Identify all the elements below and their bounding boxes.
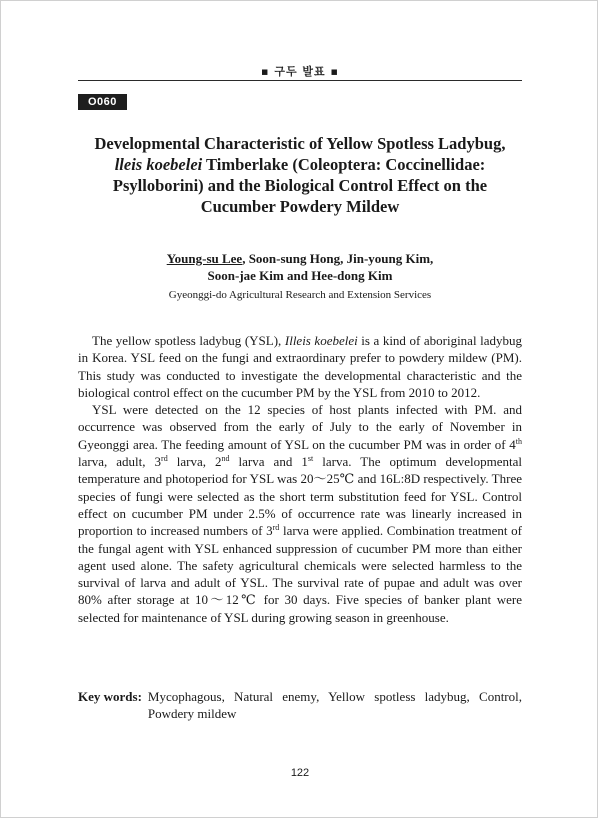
abstract-text: larva. The optimum developmental temperature and photoperiod for YSL was 20～25℃ and 16L:8D respectively. Three species of fungi were selected as the short term substitution feed for YSL. Control effect on cucumber PM under 2.5% of occurrence rate was linearly increased in proportion to increased numbers of 3 [78, 454, 522, 539]
paper-title [78, 133, 522, 217]
ordinal-suffix: st [307, 454, 314, 464]
affiliation: Gyeonggi-do Agricultural Research and Extension Services [168, 289, 432, 301]
abstract-text: The yellow spotless ladybug (YSL), [92, 333, 285, 348]
abstract [78, 332, 522, 626]
header-rule [78, 80, 522, 81]
co-authors-line-1: , Soon-sung Hong, Jin-young Kim, [242, 251, 434, 266]
section-header: ▪ 구두 발표 ▪ [261, 65, 339, 78]
title-line-4: Cucumber Powdery Mildew [200, 197, 400, 216]
ordinal-suffix: nd [221, 454, 230, 464]
abstract-text: larva, 2 [167, 454, 222, 470]
abstract-text: larva and 1 [229, 454, 308, 470]
presentation-code-badge: O060 [78, 94, 127, 110]
ordinal-suffix: rd [272, 523, 280, 533]
species-name: Illeis koebelei [284, 333, 358, 348]
page-number: 122 [290, 767, 310, 779]
title-line-3: Psylloborini) and the Biological Control Effect on the [112, 176, 488, 195]
abstract-text: larva, adult, 3 [78, 454, 162, 470]
keywords-label: Key words: [78, 689, 142, 704]
title-line-1: Developmental Characteristic of Yellow Spotless Ladybug, [94, 134, 506, 153]
abstract-paragraph-1 [78, 332, 522, 401]
keywords-values: Mycophagous, Natural enemy, Yellow spotless ladybug, Control, Powdery mildew [147, 689, 522, 721]
co-authors-line-2: Soon-jae Kim and Hee-dong Kim [207, 268, 393, 283]
presenting-author: Young-su Lee [166, 251, 243, 266]
abstract-text: is a kind of aboriginal ladybug in Korea. YSL feed on the fungi and extraordinary prefer to powdery mildew (PM). This study was conducted to investigate the developmental characteristic and the biological control effect on the cucumber PM by the YSL from 2010 to 2012. [78, 333, 522, 400]
author-list [78, 250, 522, 284]
abstract-text: YSL were detected on the 12 species of host plants infected with PM. and occurrence was observed from the early of July to the early of November in Gyeonggi area. The feeding amount of YSL on the cucumber PM was in order of 4 [78, 402, 522, 452]
ordinal-suffix: th [515, 436, 522, 446]
ordinal-suffix: rd [161, 454, 168, 464]
keywords [78, 688, 522, 722]
title-species: lleis koebelei [114, 155, 203, 174]
abstract-text: larva were applied. Combination treatment of the fungal agent with YSL enhanced suppression of cucumber PM more than either agent used alone. The safety agricultural chemicals were selected harmless to the survival of larva and adult of YSL. The survival rate of pupae and adult was over 80% after storage at 10～12℃ for 30 days. Five species of banker plant were selected for maintenance of YSL during growing season in greenhouse. [78, 523, 522, 625]
abstract-paragraph-2 [78, 401, 522, 626]
title-line-2: Timberlake (Coleoptera: Coccinellidae: [202, 155, 486, 174]
